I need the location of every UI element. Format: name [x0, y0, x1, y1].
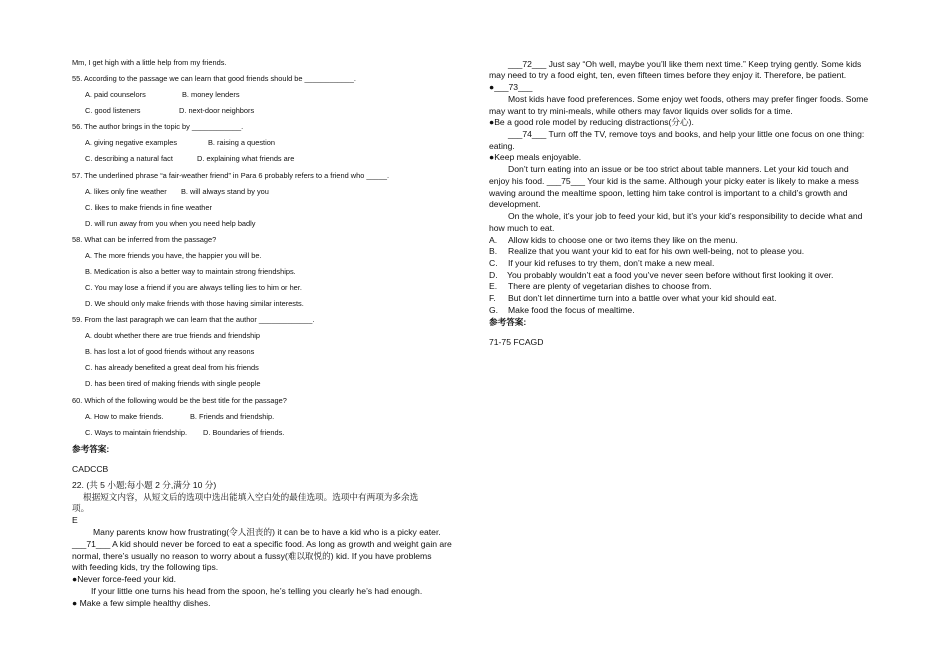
- option-d-letter: D.: [489, 270, 498, 280]
- q60-option-b: B. Friends and friendship.: [190, 412, 275, 421]
- tip-heading: ● Make a few simple healthy dishes.: [72, 598, 211, 608]
- question-58: 58. What can be inferred from the passage?: [72, 235, 217, 244]
- answer-heading-right: 参考答案:: [489, 317, 527, 327]
- passage-line: Most kids have food preferences. Some enjoy wet foods, others may prefer finger foods. Some: [508, 94, 869, 104]
- option-g-letter: G.: [489, 305, 499, 315]
- q60-option-a: A. How to make friends.: [85, 412, 164, 421]
- q59-option-b: B. has lost a lot of good friends without any reasons: [85, 347, 255, 356]
- question-59: 59. From the last paragraph we can learn that the author _____________.: [72, 315, 315, 324]
- answer-right: 71-75 FCAGD: [489, 337, 544, 347]
- q58-option-c: C. You may lose a friend if you are always telling lies to him or her.: [85, 283, 302, 292]
- tip-heading: ●Never force-feed your kid.: [72, 574, 177, 584]
- passage-line: how much to eat.: [489, 223, 555, 233]
- q58-option-d: D. We should only make friends with those having similar interests.: [85, 299, 304, 308]
- q55-option-a: A. paid counselors: [85, 90, 146, 99]
- question-60: 60. Which of the following would be the best title for the passage?: [72, 396, 287, 405]
- q56-option-a: A. giving negative examples: [85, 138, 178, 147]
- passage-line: ___71___ A kid should never be forced to eat a specific food. As long as growth and weight gain are: [72, 539, 452, 549]
- q57-option-c: C. likes to make friends in fine weather: [85, 203, 212, 212]
- q56-option-b: B. raising a question: [208, 138, 275, 147]
- q59-option-c: C. has already benefited a great deal from his friends: [85, 363, 259, 372]
- tip-heading: ●Be a good role model by reducing distractions(分心).: [489, 117, 694, 127]
- instruction: 根据短文内容，从短文后的选项中选出能填入空白处的最佳选项。选项中有两项为多余选: [83, 492, 419, 502]
- tip-heading: ●___73___: [489, 82, 533, 92]
- q56-option-d: D. explaining what friends are: [197, 154, 295, 163]
- q57-option-b: B. will always stand by you: [181, 187, 269, 196]
- answer-heading-left: 参考答案:: [72, 444, 110, 454]
- option-f-letter: F.: [489, 293, 496, 303]
- option-e-letter: E.: [489, 281, 498, 291]
- question-55: 55. According to the passage we can learn that good friends should be ____________.: [72, 74, 356, 83]
- passage-line: waving around the mealtime spoon, letting him take control is important to a child’s growth and: [489, 188, 848, 198]
- passage-letter: E: [72, 515, 78, 525]
- passage-line: development.: [489, 199, 541, 209]
- option-a-text: Allow kids to choose one or two items they like on the menu.: [508, 235, 738, 245]
- passage-line: may want to try mini-meals, while others may favor liquids over solids for a time.: [489, 106, 793, 116]
- option-g-text: Make food the focus of mealtime.: [508, 305, 635, 315]
- option-c-letter: C.: [489, 258, 498, 268]
- intro-line: Mm, I get high with a little help from my friends.: [72, 58, 227, 67]
- q55-option-c: C. good listeners: [85, 106, 141, 115]
- option-b-text: Realize that you want your kid to eat for his own well-being, not to please you.: [508, 246, 805, 256]
- section-title: 22. (共 5 小题;每小题 2 分,满分 10 分): [72, 480, 217, 490]
- q58-option-b: B. Medication is also a better way to maintain strong friendships.: [85, 267, 296, 276]
- q55-option-b: B. money lenders: [182, 90, 240, 99]
- passage-line: ___72___ Just say “Oh well, maybe you’ll like them next time.” Keep trying gently. Some kids: [508, 59, 862, 69]
- passage-line: normal, there’s usually no reason to worry about a fussy(难以取悦的) kid. If you have problems: [72, 551, 432, 561]
- q56-option-c: C. describing a natural fact: [85, 154, 173, 163]
- option-f-text: But don’t let dinnertime turn into a battle over what your kid should eat.: [508, 293, 777, 303]
- q60-option-d: D. Boundaries of friends.: [203, 428, 285, 437]
- q55-option-d: D. next-door neighbors: [179, 106, 255, 115]
- q57-option-a: A. likes only fine weather: [85, 187, 167, 196]
- question-56: 56. The author brings in the topic by ____________.: [72, 122, 244, 131]
- question-57: 57. The underlined phrase “a fair-weather friend” in Para 6 probably refers to a friend who _____.: [72, 171, 390, 180]
- instruction-cont: 项。: [72, 503, 90, 513]
- passage-line: enjoy his food. ___75___ Your kid is the same. Although your picky eater is likely to make a mess: [489, 176, 859, 186]
- passage-line: with feeding kids, try the following tips.: [72, 562, 219, 572]
- option-e-text: There are plenty of vegetarian dishes to choose from.: [508, 281, 712, 291]
- passage-line: ___74___ Turn off the TV, remove toys and books, and help your little one focus on one thing:: [508, 129, 865, 139]
- option-a-letter: A.: [489, 235, 498, 245]
- q60-option-c: C. Ways to maintain friendship.: [85, 428, 188, 437]
- option-d-text: You probably wouldn’t eat a food you’ve never seen before without first looking it over.: [507, 270, 834, 280]
- passage-line: If your little one turns his head from the spoon, he’s telling you clearly he’s had enough.: [91, 586, 423, 596]
- passage-line: eating.: [489, 141, 515, 151]
- q59-option-a: A. doubt whether there are true friends and friendship: [85, 331, 261, 340]
- option-b-letter: B.: [489, 246, 498, 256]
- q59-option-d: D. has been tired of making friends with single people: [85, 379, 261, 388]
- option-c-text: If your kid refuses to try them, don’t make a new meal.: [508, 258, 715, 268]
- passage-line: may need to try a food eight, ten, even fifteen times before they enjoy it. Therefore, be patient.: [489, 70, 847, 80]
- answer-left: CADCCB: [72, 464, 109, 474]
- passage-line: Many parents know how frustrating(令人沮丧的) it can be to have a kid who is a picky eater.: [93, 527, 441, 537]
- tip-heading: ●Keep meals enjoyable.: [489, 152, 582, 162]
- q58-option-a: A. The more friends you have, the happier you will be.: [85, 251, 262, 260]
- passage-line: Don’t turn eating into an issue or be too strict about table manners. Let your kid touch and: [508, 164, 849, 174]
- passage-line: On the whole, it’s your job to feed your kid, but it’s your kid’s responsibility to decide what and: [508, 211, 863, 221]
- q57-option-d: D. will run away from you when you need help badly: [85, 219, 256, 228]
